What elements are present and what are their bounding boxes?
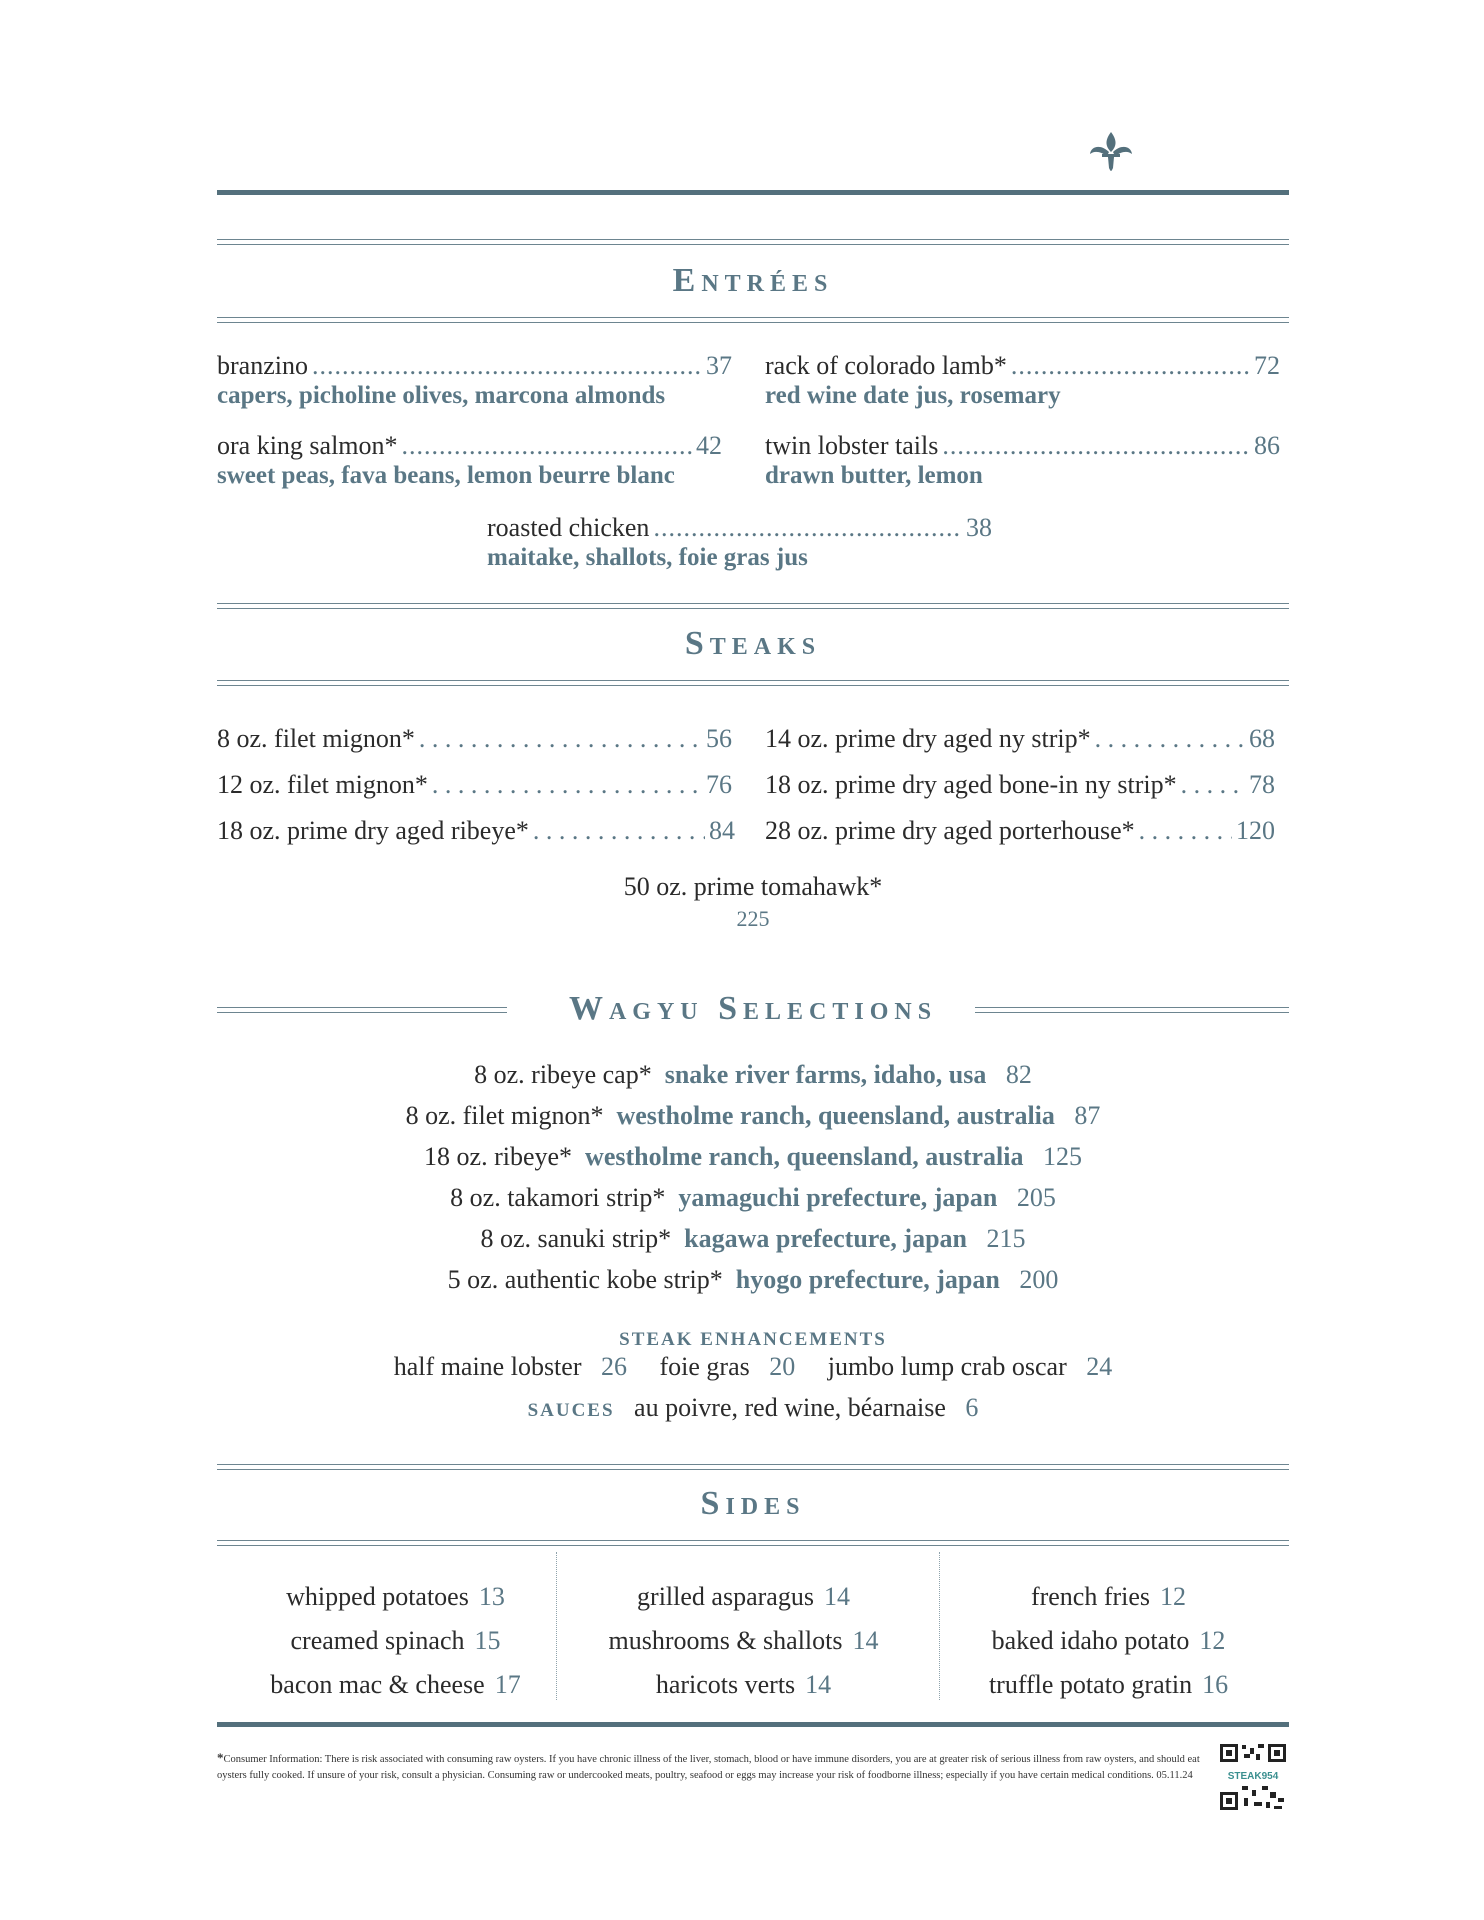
enhancement-price: 24 [1086, 1352, 1113, 1381]
side-name: mushrooms & shallots [608, 1626, 843, 1655]
sauces-price: 6 [965, 1393, 979, 1422]
item-price: 84 [709, 816, 735, 845]
tomahawk-name: 50 oz. prime tomahawk* [623, 872, 883, 901]
entree-item [217, 431, 722, 491]
entrees-rule-bottom [217, 317, 1289, 323]
side-item [930, 1663, 1287, 1707]
sides-column [217, 1575, 574, 1707]
side-name: baked idaho potato [991, 1626, 1190, 1655]
wagyu-heading: Wagyu Selections [568, 990, 938, 1027]
item-desc: capers, picholine olives, marcona almonds [217, 382, 666, 409]
steak-item [217, 816, 735, 846]
wagyu-name: 8 oz. filet mignon* [405, 1101, 604, 1130]
steak-item [765, 770, 1275, 800]
side-name: truffle potato gratin [988, 1670, 1193, 1699]
entree-item [765, 431, 1280, 491]
steaks-heading: Steaks [684, 625, 822, 662]
qr-logo: STEAK954 [1218, 1770, 1288, 1783]
wagyu-origin: yamaguchi prefecture, japan [678, 1183, 998, 1212]
side-price: 12 [1199, 1626, 1226, 1655]
side-name: bacon mac & cheese [270, 1670, 485, 1699]
item-price: 56 [706, 724, 732, 753]
item-price: 68 [1249, 724, 1275, 753]
sauces-label: SAUCES [527, 1400, 615, 1421]
wagyu-item [217, 1183, 1289, 1213]
item-price: 72 [1254, 351, 1280, 380]
wagyu-price: 205 [1016, 1183, 1056, 1212]
entrees-heading: Entrées [672, 262, 834, 299]
footnote-date: 05.11.24 [1156, 1770, 1193, 1781]
sides-column [565, 1575, 922, 1707]
item-name: 14 oz. prime dry aged ny strip* [765, 724, 1091, 753]
item-desc: red wine date jus, rosemary [765, 382, 1061, 409]
footnote-asterisk: * [217, 1750, 224, 1765]
wagyu-item [217, 1224, 1289, 1254]
item-name: 18 oz. prime dry aged ribeye* [217, 816, 529, 845]
item-name: twin lobster tails [765, 431, 939, 460]
item-desc: maitake, shallots, foie gras jus [487, 544, 808, 571]
wagyu-name: 8 oz. sanuki strip* [480, 1224, 672, 1253]
sides-rule-top [217, 1464, 1289, 1470]
wagyu-name: 5 oz. authentic kobe strip* [447, 1265, 723, 1294]
qr-code-icon[interactable] [1218, 1742, 1288, 1812]
sides-heading: Sides [700, 1485, 806, 1522]
wagyu-name: 8 oz. takamori strip* [450, 1183, 666, 1212]
entrees-rule-top [217, 239, 1289, 245]
side-price: 12 [1160, 1582, 1187, 1611]
steak-item [765, 724, 1275, 754]
item-name: ora king salmon* [217, 431, 398, 460]
wagyu-origin: kagawa prefecture, japan [684, 1224, 967, 1253]
sauces-line [217, 1393, 1289, 1423]
item-name: roasted chicken [487, 513, 650, 542]
item-price: 78 [1249, 770, 1275, 799]
wagyu-price: 125 [1042, 1142, 1082, 1171]
steak-item [217, 770, 732, 800]
side-price: 14 [852, 1626, 879, 1655]
wagyu-item [217, 1101, 1289, 1131]
item-price: 76 [706, 770, 732, 799]
item-price: 42 [696, 431, 722, 460]
side-item [930, 1619, 1287, 1663]
bottom-rule [217, 1722, 1289, 1727]
enhancement-name: foie gras [659, 1352, 750, 1381]
sides-rule-bottom [217, 1540, 1289, 1546]
steaks-rule-top [217, 603, 1289, 609]
enhancements-line [217, 1352, 1289, 1382]
item-name: branzino [217, 351, 308, 380]
side-item [217, 1663, 574, 1707]
wagyu-price: 82 [1005, 1060, 1032, 1089]
footnote-text: There is risk associated with consuming raw oysters. If you have chronic illness of the liver, stomach, blood or have immune disorders, you are at greater risk of serious illness from raw oysters, and should eat oysters fully cooked. If unsure of your risk, consult a physician. Consuming raw or undercooked meats, poultry, seafood or eggs may increase your risk of foodborne illness; especially if you have certain medical conditions. [217, 1754, 1200, 1781]
wagyu-origin: hyogo prefecture, japan [735, 1265, 1000, 1294]
enhancements-label [217, 1322, 1289, 1352]
tomahawk-price: 225 [736, 906, 770, 931]
side-item [217, 1575, 574, 1619]
side-name: creamed spinach [290, 1626, 465, 1655]
entree-item [487, 513, 992, 573]
side-price: 17 [494, 1670, 521, 1699]
item-desc: drawn butter, lemon [765, 462, 983, 489]
consumer-information [217, 1750, 1202, 1784]
item-price: 86 [1254, 431, 1280, 460]
side-item [930, 1575, 1287, 1619]
steaks-rule-bottom [217, 680, 1289, 686]
enhancements-label-text: STEAK ENHANCEMENTS [619, 1329, 887, 1350]
side-price: 15 [474, 1626, 501, 1655]
side-name: grilled asparagus [637, 1582, 814, 1611]
side-price: 13 [478, 1582, 505, 1611]
enhancement-price: 20 [769, 1352, 796, 1381]
side-item [565, 1619, 922, 1663]
sides-column [930, 1575, 1287, 1707]
item-desc: sweet peas, fava beans, lemon beurre blanc [217, 462, 675, 489]
wagyu-name: 18 oz. ribeye* [424, 1142, 573, 1171]
footnote-label: Consumer Information: [223, 1754, 323, 1765]
entree-item [765, 351, 1280, 411]
wagyu-price: 215 [986, 1224, 1026, 1253]
sauces-list: au poivre, red wine, béarnaise [634, 1393, 946, 1422]
item-price: 37 [706, 351, 732, 380]
enhancement-price: 26 [600, 1352, 627, 1381]
wagyu-item [217, 1265, 1289, 1295]
side-item [217, 1619, 574, 1663]
wagyu-price: 200 [1019, 1265, 1059, 1294]
side-item [565, 1575, 922, 1619]
top-rule [217, 190, 1289, 195]
item-name: 18 oz. prime dry aged bone-in ny strip* [765, 770, 1177, 799]
side-name: whipped potatoes [286, 1582, 469, 1611]
enhancement-name: jumbo lump crab oscar [827, 1352, 1067, 1381]
item-name: 12 oz. filet mignon* [217, 770, 428, 799]
item-name: 8 oz. filet mignon* [217, 724, 415, 753]
item-price: 38 [966, 513, 992, 542]
fleur-de-lis-icon [1087, 130, 1135, 174]
wagyu-origin: westholme ranch, queensland, australia [616, 1101, 1055, 1130]
side-item [565, 1663, 922, 1707]
side-price: 14 [823, 1582, 850, 1611]
item-price: 120 [1236, 816, 1275, 845]
enhancement-name: half maine lobster [393, 1352, 582, 1381]
entree-item [217, 351, 732, 411]
side-price: 16 [1202, 1670, 1229, 1699]
item-name: 28 oz. prime dry aged porterhouse* [765, 816, 1135, 845]
wagyu-item [217, 1142, 1289, 1172]
steak-item [217, 724, 732, 754]
item-name: rack of colorado lamb* [765, 351, 1007, 380]
sides-divider [556, 1552, 557, 1700]
wagyu-origin: westholme ranch, queensland, australia [585, 1142, 1024, 1171]
wagyu-item [217, 1060, 1289, 1090]
wagyu-name: 8 oz. ribeye cap* [474, 1060, 652, 1089]
side-name: haricots verts [655, 1670, 796, 1699]
side-name: french fries [1030, 1582, 1151, 1611]
side-price: 14 [805, 1670, 832, 1699]
wagyu-price: 87 [1074, 1101, 1101, 1130]
wagyu-origin: snake river farms, idaho, usa [664, 1060, 987, 1089]
steak-item [765, 816, 1275, 846]
